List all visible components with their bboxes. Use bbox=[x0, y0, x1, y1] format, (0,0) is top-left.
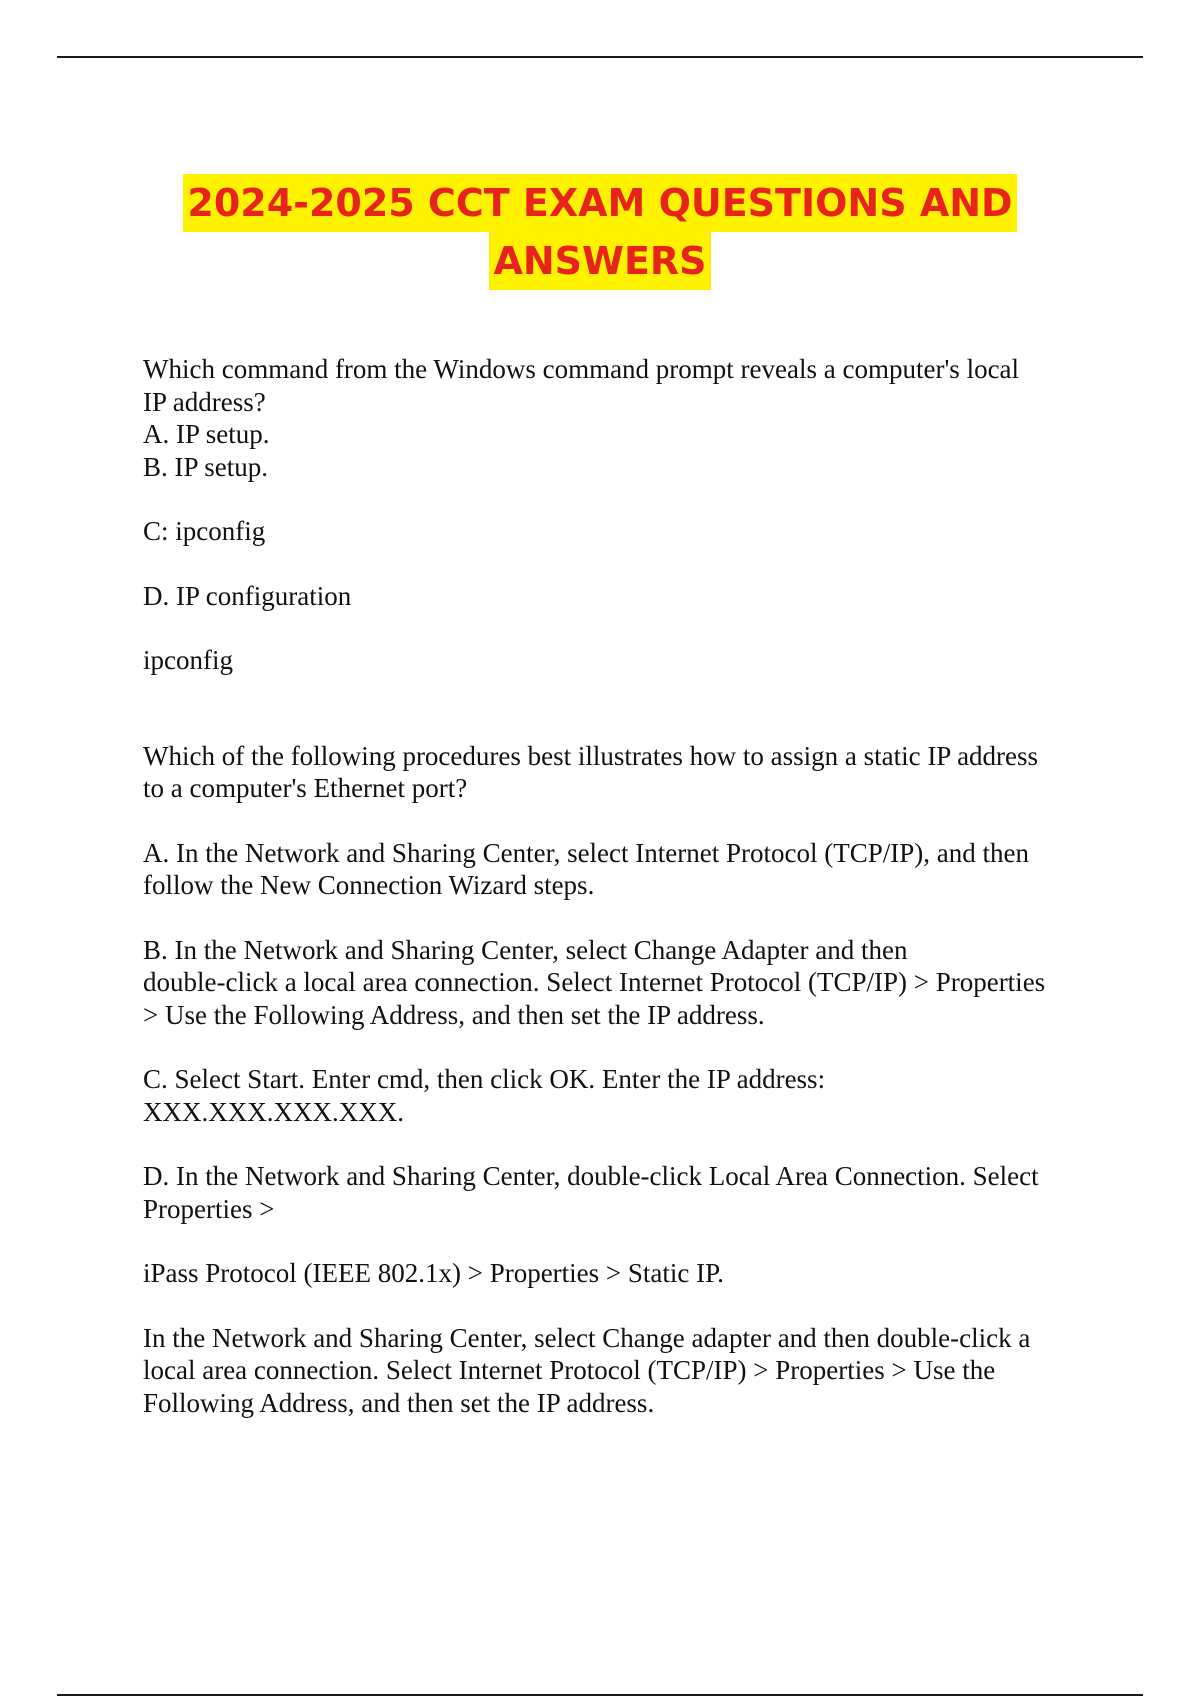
q1-option-c: C: ipconfig bbox=[143, 516, 266, 546]
q2-option-d-line-3: iPass Protocol (IEEE 802.1x) > Properties > Static IP. bbox=[143, 1258, 724, 1288]
q2-option-c-line-1: C. Select Start. Enter cmd, then click OK. Enter the IP address: bbox=[143, 1064, 826, 1094]
document-title bbox=[150, 174, 1050, 290]
q1-option-a: A. IP setup. bbox=[143, 419, 270, 449]
title-line-2: ANSWERS bbox=[489, 232, 710, 290]
title-line-1: 2024-2025 CCT EXAM QUESTIONS AND bbox=[183, 174, 1016, 232]
q2-option-a-line-1: A. In the Network and Sharing Center, select Internet Protocol (TCP/IP), and then bbox=[143, 837, 1029, 868]
q2-option-c-line-2: XXX.XXX.XXX.XXX. bbox=[143, 1096, 404, 1127]
q1-question-line-2: IP address? bbox=[143, 386, 266, 417]
q1-question-line-1: Which command from the Windows command prompt reveals a computer's local bbox=[143, 354, 1020, 384]
q2-question-line-1: Which of the following procedures best illustrates how to assign a static IP address bbox=[143, 740, 1039, 771]
q2-option-b-line-3: > Use the Following Address, and then set the IP address. bbox=[143, 999, 765, 1030]
document-body bbox=[143, 353, 1093, 1419]
q2-answer-line-3: Following Address, and then set the IP address. bbox=[143, 1387, 655, 1418]
q2-option-d-line-1: D. In the Network and Sharing Center, double-click Local Area Connection. Select bbox=[143, 1161, 1039, 1191]
bottom-rule bbox=[57, 1694, 1143, 1696]
question-1 bbox=[143, 353, 1093, 677]
top-rule bbox=[57, 56, 1143, 58]
q2-answer-line-2: local area connection. Select Internet Protocol (TCP/IP) > Properties > Use the bbox=[143, 1355, 996, 1385]
q2-answer-line-1: In the Network and Sharing Center, select Change adapter and then double-click a bbox=[143, 1322, 1031, 1353]
q2-option-a-line-2: follow the New Connection Wizard steps. bbox=[143, 870, 595, 900]
q1-answer: ipconfig bbox=[143, 645, 233, 675]
q2-question-line-2: to a computer's Ethernet port? bbox=[143, 773, 468, 803]
q2-option-b-line-2: double-click a local area connection. Select Internet Protocol (TCP/IP) > Properties bbox=[143, 967, 1046, 997]
q2-option-d-line-2: Properties > bbox=[143, 1193, 275, 1224]
q1-option-b: B. IP setup. bbox=[143, 451, 269, 482]
question-2 bbox=[143, 740, 1093, 1420]
q1-option-d: D. IP configuration bbox=[143, 580, 352, 611]
q2-option-b-line-1: B. In the Network and Sharing Center, select Change Adapter and then bbox=[143, 934, 908, 965]
